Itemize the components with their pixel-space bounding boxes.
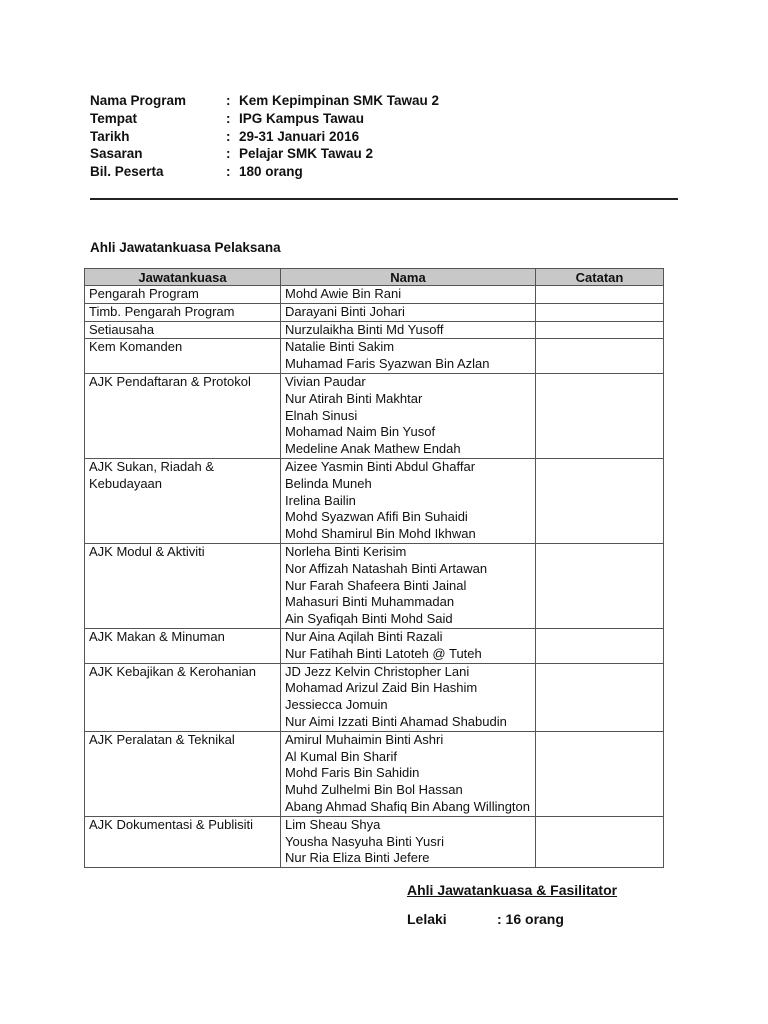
table-row (85, 339, 664, 374)
names-cell (281, 458, 536, 543)
committee-cell: AJK Kebajikan & Kerohanian (85, 663, 281, 731)
horizontal-divider (90, 198, 678, 200)
program-info-row (90, 92, 439, 110)
note-cell (536, 543, 664, 628)
committee-cell: AJK Peralatan & Teknikal (85, 731, 281, 816)
info-colon: : (226, 164, 231, 180)
member-name: Vivian Paudar (285, 373, 366, 389)
table-row (85, 303, 664, 321)
committee-cell: AJK Sukan, Riadah & Kebudayaan (85, 458, 281, 543)
names-cell (281, 303, 536, 321)
names-cell (281, 628, 536, 663)
member-name: Nur Farah Shafeera Binti Jainal (285, 577, 467, 593)
member-name: Darayani Binti Johari (285, 303, 405, 319)
note-cell (536, 458, 664, 543)
program-info-row (90, 110, 439, 128)
program-info-row (90, 163, 439, 181)
member-name: Ain Syafiqah Binti Mohd Said (285, 611, 453, 627)
program-info (90, 92, 439, 181)
table-row (85, 731, 664, 816)
committee-cell: AJK Dokumentasi & Publisiti (85, 816, 281, 867)
note-cell (536, 339, 664, 374)
member-name: Nur Atirah Binti Makhtar (285, 390, 423, 406)
committee-cell: AJK Pendaftaran & Protokol (85, 373, 281, 458)
column-header-committee: Jawatankuasa (85, 269, 281, 286)
info-label: Tempat (90, 110, 138, 126)
member-name: Elnah Sinusi (285, 407, 358, 423)
committee-cell: Pengarah Program (85, 286, 281, 304)
member-name: JD Jezz Kelvin Christopher Lani (285, 663, 470, 679)
committee-cell: Timb. Pengarah Program (85, 303, 281, 321)
table-row (85, 628, 664, 663)
member-name: Mohd Shamirul Bin Mohd Ikhwan (285, 526, 476, 542)
note-cell (536, 303, 664, 321)
program-info-row (90, 128, 439, 146)
table-header-row (85, 269, 664, 286)
table-row (85, 543, 664, 628)
note-cell (536, 321, 664, 339)
section-title: Ahli Jawatankuasa Pelaksana (90, 240, 281, 255)
member-name: Mohd Syazwan Afifi Bin Suhaidi (285, 509, 468, 525)
note-cell (536, 286, 664, 304)
info-value: Pelajar SMK Tawau 2 (239, 146, 374, 162)
info-colon: : (226, 93, 231, 108)
note-cell (536, 816, 664, 867)
member-name: Nur Aina Aqilah Binti Razali (285, 628, 443, 644)
names-cell (281, 816, 536, 867)
member-name: Abang Ahmad Shafiq Bin Abang Willington (285, 798, 531, 814)
member-name: Mohamad Arizul Zaid Bin Hashim (285, 680, 478, 696)
committee-table-body (85, 286, 664, 868)
info-label: Sasaran (90, 146, 143, 162)
member-name: Jessiecca Jomuin (285, 697, 388, 713)
member-name: Mohd Awie Bin Rani (285, 286, 402, 301)
info-label: Nama Program (90, 93, 187, 108)
member-name: Norleha Binti Kerisim (285, 543, 407, 559)
column-header-name: Nama (281, 269, 536, 286)
member-name: Yousha Nasyuha Binti Yusri (285, 833, 444, 849)
member-name: Belinda Muneh (285, 475, 372, 491)
member-name: Nur Aimi Izzati Binti Ahamad Shabudin (285, 713, 507, 729)
committee-cell: AJK Makan & Minuman (85, 628, 281, 663)
names-cell (281, 373, 536, 458)
names-cell (281, 731, 536, 816)
info-value: 29-31 Januari 2016 (239, 128, 360, 144)
member-name: Mahasuri Binti Muhammadan (285, 594, 455, 610)
member-name: Medeline Anak Mathew Endah (285, 441, 461, 457)
member-name: Irelina Bailin (285, 492, 356, 508)
info-label: Tarikh (90, 128, 130, 144)
table-row (85, 458, 664, 543)
note-cell (536, 731, 664, 816)
info-label: Bil. Peserta (90, 164, 164, 180)
note-cell (536, 663, 664, 731)
facilitator-label: Lelaki (407, 911, 447, 927)
member-name: Natalie Binti Sakim (285, 339, 395, 355)
names-cell (281, 543, 536, 628)
member-name: Nor Affizah Natashah Binti Artawan (285, 560, 488, 576)
table-row (85, 321, 664, 339)
facilitator-count (407, 911, 564, 927)
committee-cell: Setiausaha (85, 321, 281, 339)
member-name: Mohd Faris Bin Sahidin (285, 765, 420, 781)
committee-cell: Kem Komanden (85, 339, 281, 374)
member-name: Amirul Muhaimin Binti Ashri (285, 731, 444, 747)
column-header-note: Catatan (536, 269, 664, 286)
info-value: Kem Kepimpinan SMK Tawau 2 (239, 93, 440, 108)
program-info-row (90, 145, 439, 163)
committee-cell: AJK Modul & Aktiviti (85, 543, 281, 628)
member-name: Mohamad Naim Bin Yusof (285, 424, 436, 440)
member-name: Nur Ria Eliza Binti Jefere (285, 850, 430, 866)
member-name: Muhamad Faris Syazwan Bin Azlan (285, 356, 490, 372)
note-cell (536, 373, 664, 458)
facilitator-value: : 16 orang (497, 911, 564, 927)
committee-table (84, 268, 664, 868)
info-colon: : (226, 146, 231, 162)
names-cell (281, 321, 536, 339)
table-row (85, 663, 664, 731)
member-name: Al Kumal Bin Sharif (285, 748, 397, 764)
table-row (85, 816, 664, 867)
info-value: 180 orang (239, 164, 303, 180)
names-cell (281, 286, 536, 304)
table-row (85, 373, 664, 458)
names-cell (281, 339, 536, 374)
facilitator-title: Ahli Jawatankuasa & Fasilitator (407, 882, 618, 898)
info-colon: : (226, 128, 231, 144)
member-name: Lim Sheau Shya (285, 816, 381, 832)
names-cell (281, 663, 536, 731)
member-name: Nurzulaikha Binti Md Yusoff (285, 321, 444, 337)
table-row (85, 286, 664, 304)
info-colon: : (226, 110, 231, 126)
info-value: IPG Kampus Tawau (239, 110, 365, 126)
member-name: Aizee Yasmin Binti Abdul Ghaffar (285, 458, 476, 474)
member-name: Muhd Zulhelmi Bin Bol Hassan (285, 782, 463, 798)
note-cell (536, 628, 664, 663)
member-name: Nur Fatihah Binti Latoteh @ Tuteh (285, 645, 482, 661)
